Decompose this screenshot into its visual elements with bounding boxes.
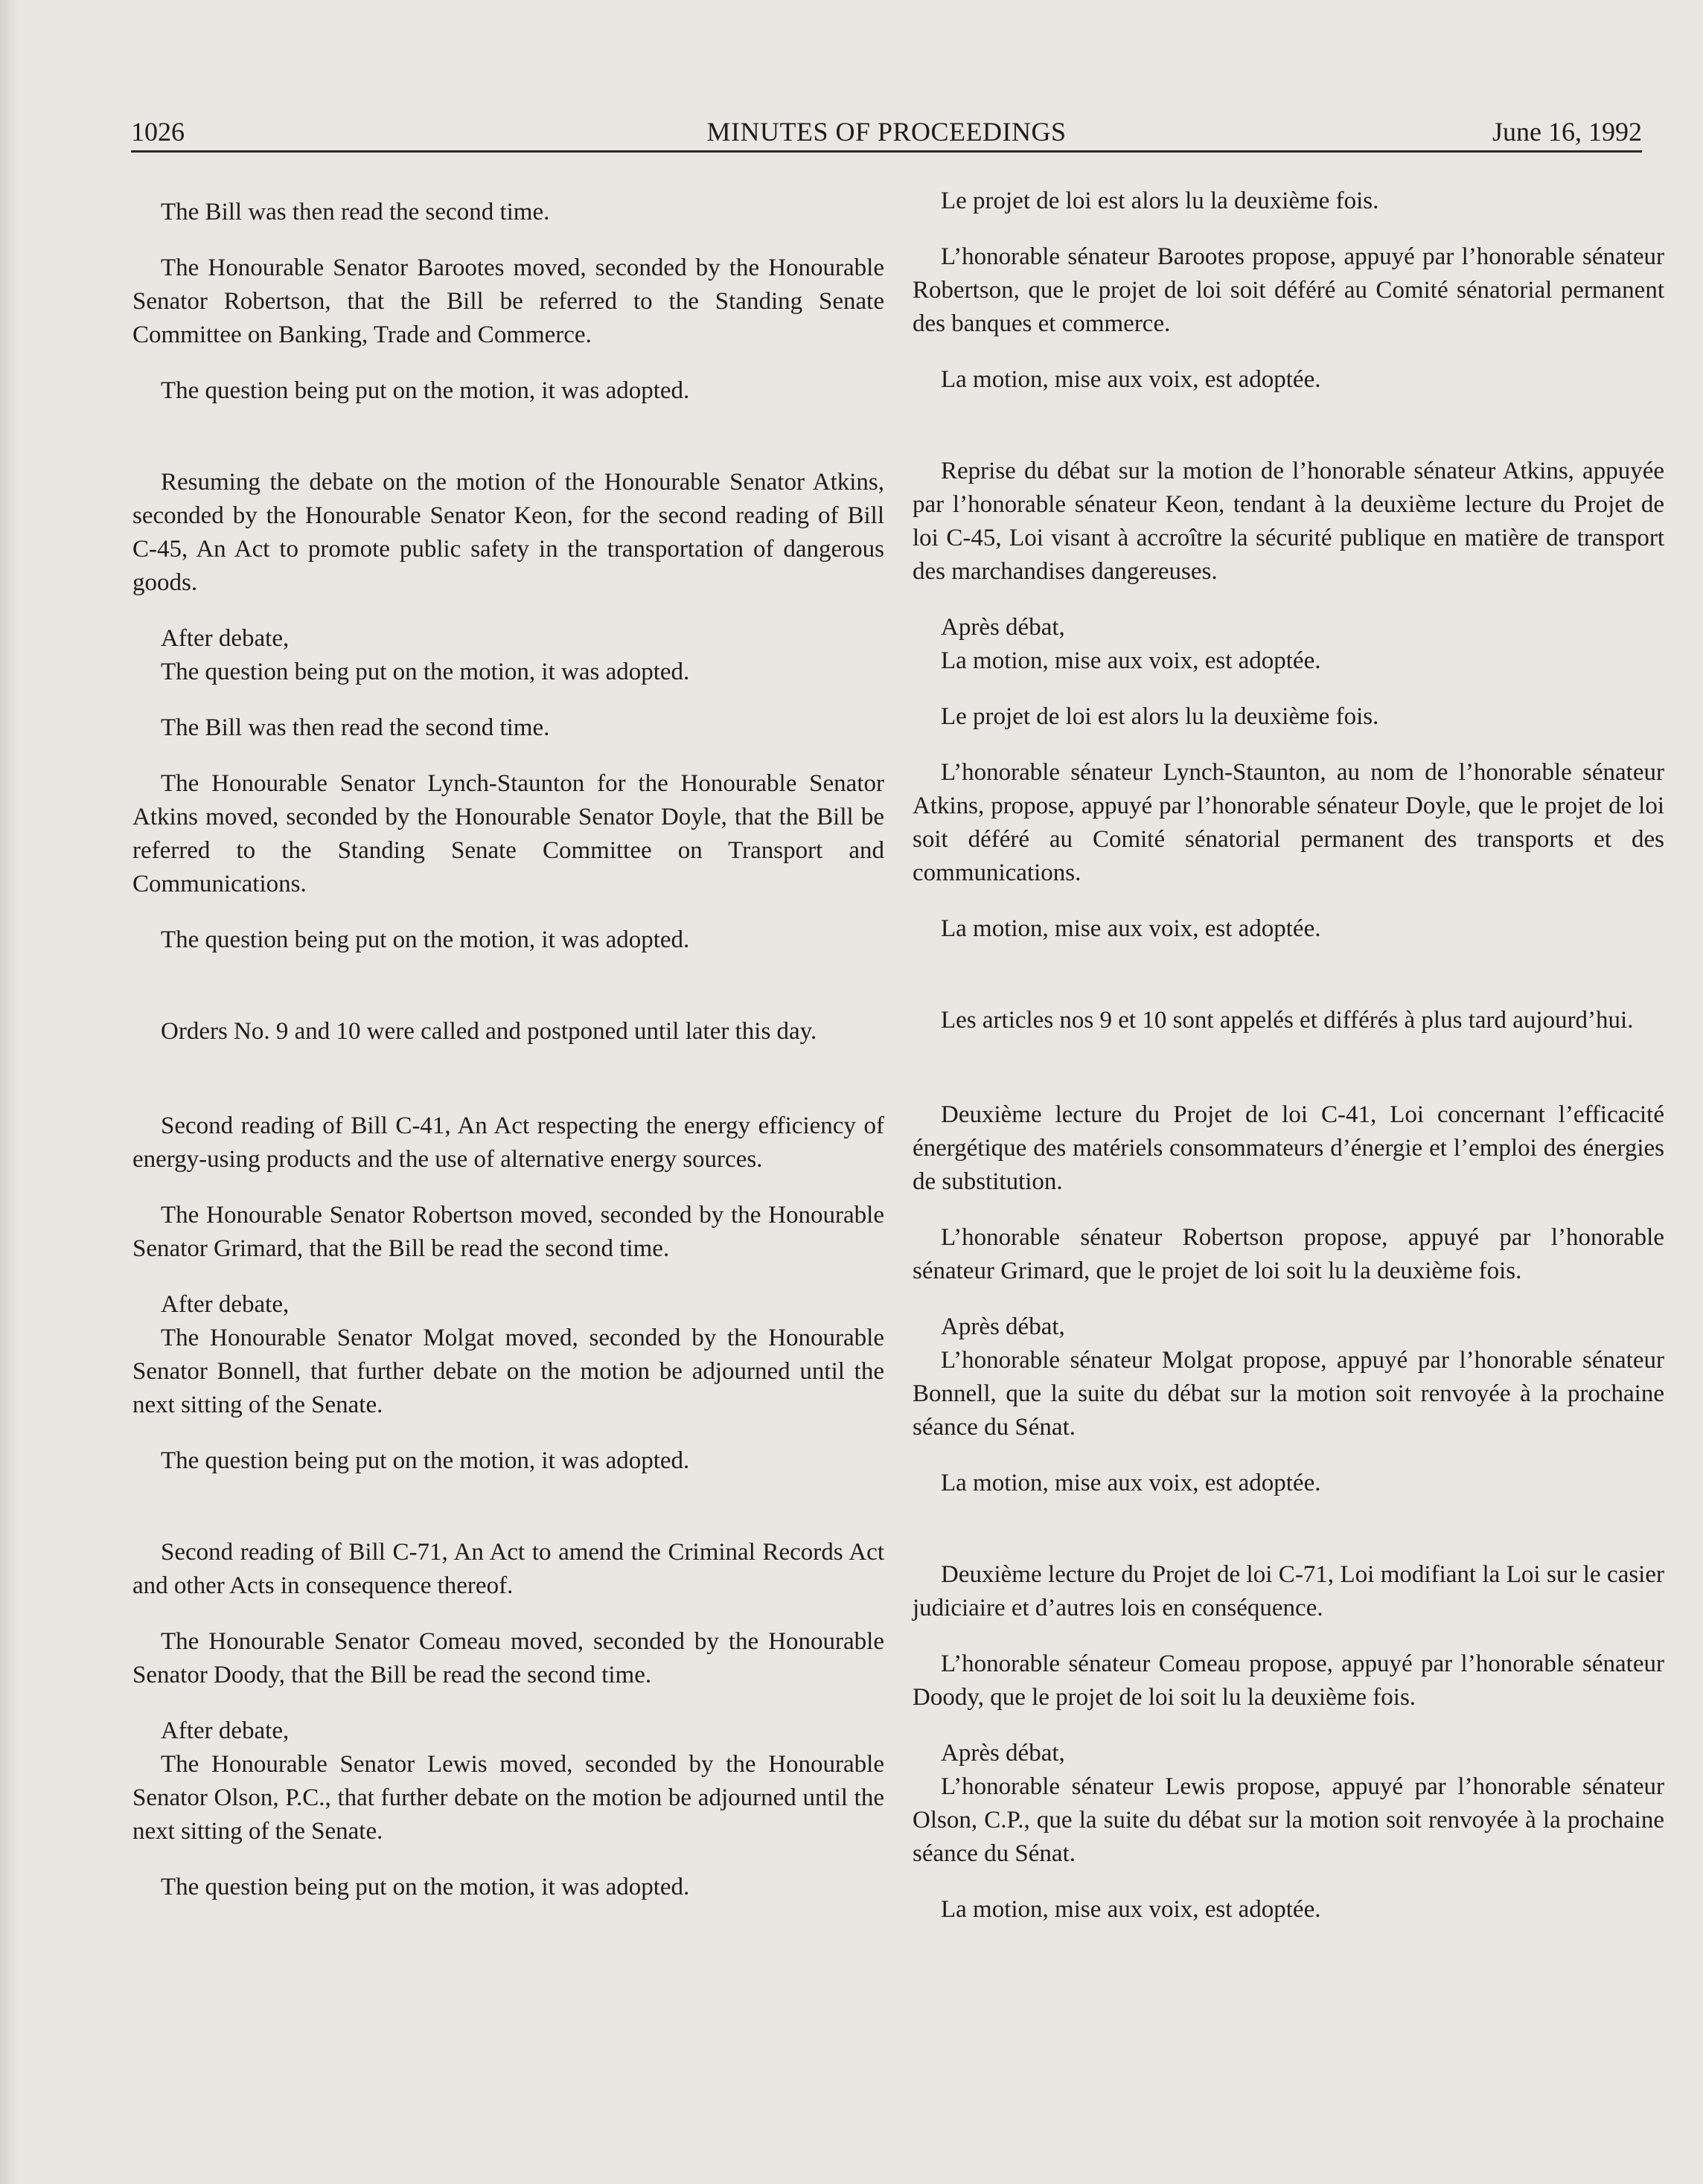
en-paragraph: The Bill was then read the second time. <box>161 714 550 741</box>
en-paragraph: The question being put on the motion, it was adopted. <box>161 926 690 953</box>
fr-paragraph: L’honorable sénateur Lewis propose, appuyé par l’honorable sénateur Olson, C.P., que la suite du débat sur la motion soit renvoyée à la prochaine séance du Sénat. <box>913 1773 1664 1867</box>
page-title: MINUTES OF PROCEEDINGS <box>706 117 1067 147</box>
en-paragraph: The Bill was then read the second time. <box>161 199 550 225</box>
en-paragraph: Second reading of Bill C-41, An Act respecting the energy efficiency of energy-using products and the use of alternative energy sources. <box>132 1112 884 1173</box>
en-paragraph: Resuming the debate on the motion of the Honourable Senator Atkins, seconded by the Honourable Senator Keon, for the second reading of Bill C-45, An Act to promote public safety in the transportation of dangerous goods. <box>132 469 884 596</box>
fr-paragraph: La motion, mise aux voix, est adoptée. <box>941 1470 1321 1496</box>
page-edge-shadow <box>0 0 19 2184</box>
en-paragraph: The Honourable Senator Comeau moved, seconded by the Honourable Senator Doody, that the Bill be read the second time. <box>132 1628 884 1688</box>
fr-paragraph: L’honorable sénateur Comeau propose, appuyé par l’honorable sénateur Doody, que le projet de loi soit lu la deuxième fois. <box>913 1650 1664 1711</box>
en-paragraph: The question being put on the motion, it was adopted. <box>161 1874 690 1900</box>
en-paragraph: The Honourable Senator Lewis moved, seconded by the Honourable Senator Olson, P.C., that further debate on the motion be adjourned until the next sitting of the Senate. <box>132 1751 884 1845</box>
fr-paragraph: Après débat, <box>941 1740 1065 1767</box>
fr-paragraph: Le projet de loi est alors lu la deuxième fois. <box>941 703 1379 730</box>
fr-paragraph: L’honorable sénateur Molgat propose, appuyé par l’honorable sénateur Bonnell, que la suite du débat sur la motion soit renvoyée à la prochaine séance du Sénat. <box>913 1347 1664 1441</box>
french-column <box>913 185 1664 1927</box>
en-paragraph: The Honourable Senator Robertson moved, seconded by the Honourable Senator Grimard, that the Bill be read the second time. <box>132 1202 884 1262</box>
fr-paragraph: Après débat, <box>941 1313 1065 1340</box>
en-paragraph: The Honourable Senator Molgat moved, seconded by the Honourable Senator Bonnell, that further debate on the motion be adjourned until the next sitting of the Senate. <box>132 1325 884 1418</box>
en-paragraph: After debate, <box>161 1717 290 1744</box>
fr-paragraph: Après débat, <box>941 614 1065 641</box>
en-paragraph: Orders No. 9 and 10 were called and postponed until later this day. <box>161 1018 817 1045</box>
fr-paragraph: Reprise du débat sur la motion de l’honorable sénateur Atkins, appuyée par l’honorable sénateur Keon, tendant à la deuxième lecture du Projet de loi C-45, Loi visant à accroître la sécurité publique en matière de transport des marchandises dangereuses. <box>913 458 1664 585</box>
en-paragraph: After debate, <box>161 1291 290 1318</box>
fr-paragraph: Deuxième lecture du Projet de loi C-71, Loi modifiant la Loi sur le casier judiciaire et d’autres lois en conséquence. <box>913 1561 1664 1621</box>
en-paragraph: After debate, <box>161 625 290 652</box>
fr-paragraph: L’honorable sénateur Robertson propose, appuyé par l’honorable sénateur Grimard, que le projet de loi soit lu la deuxième fois. <box>913 1224 1664 1284</box>
english-column <box>132 185 884 1904</box>
fr-paragraph: Les articles nos 9 et 10 sont appelés et différés à plus tard aujourd’hui. <box>941 1007 1634 1034</box>
fr-paragraph: La motion, mise aux voix, est adoptée. <box>941 1896 1321 1923</box>
en-paragraph: Second reading of Bill C-71, An Act to amend the Criminal Records Act and other Acts in consequence thereof. <box>132 1539 884 1599</box>
fr-paragraph: Deuxième lecture du Projet de loi C-41, Loi concernant l’efficacité énergétique des matériels consommateurs d’énergie et l’emploi des énergies de substitution. <box>913 1101 1664 1195</box>
fr-paragraph: L’honorable sénateur Barootes propose, appuyé par l’honorable sénateur Robertson, que le projet de loi soit déféré au Comité sénatorial permanent des banques et commerce. <box>913 243 1664 337</box>
fr-paragraph: La motion, mise aux voix, est adoptée. <box>941 366 1321 393</box>
fr-paragraph: L’honorable sénateur Lynch-Staunton, au nom de l’honorable sénateur Atkins, propose, appuyé par l’honorable sénateur Doyle, que le projet de loi soit déféré au Comité sénatorial permanent des transports et des communications. <box>913 759 1664 886</box>
fr-paragraph: La motion, mise aux voix, est adoptée. <box>941 915 1321 942</box>
en-paragraph: The question being put on the motion, it was adopted. <box>161 659 690 685</box>
en-paragraph: The question being put on the motion, it was adopted. <box>161 1447 690 1474</box>
page-date: June 16, 1992 <box>1492 117 1642 147</box>
fr-paragraph: La motion, mise aux voix, est adoptée. <box>941 647 1321 674</box>
page-number: 1026 <box>131 117 185 147</box>
en-paragraph: The Honourable Senator Lynch-Staunton for the Honourable Senator Atkins moved, seconded by the Honourable Senator Doyle, that the Bill be referred to the Standing Senate Committee on Transport and Communications. <box>132 770 884 897</box>
page-header <box>131 112 1642 153</box>
fr-paragraph: Le projet de loi est alors lu la deuxième fois. <box>941 188 1379 214</box>
en-paragraph: The Honourable Senator Barootes moved, seconded by the Honourable Senator Robertson, that the Bill be referred to the Standing Senate Committee on Banking, Trade and Commerce. <box>132 254 884 348</box>
en-paragraph: The question being put on the motion, it was adopted. <box>161 377 690 404</box>
